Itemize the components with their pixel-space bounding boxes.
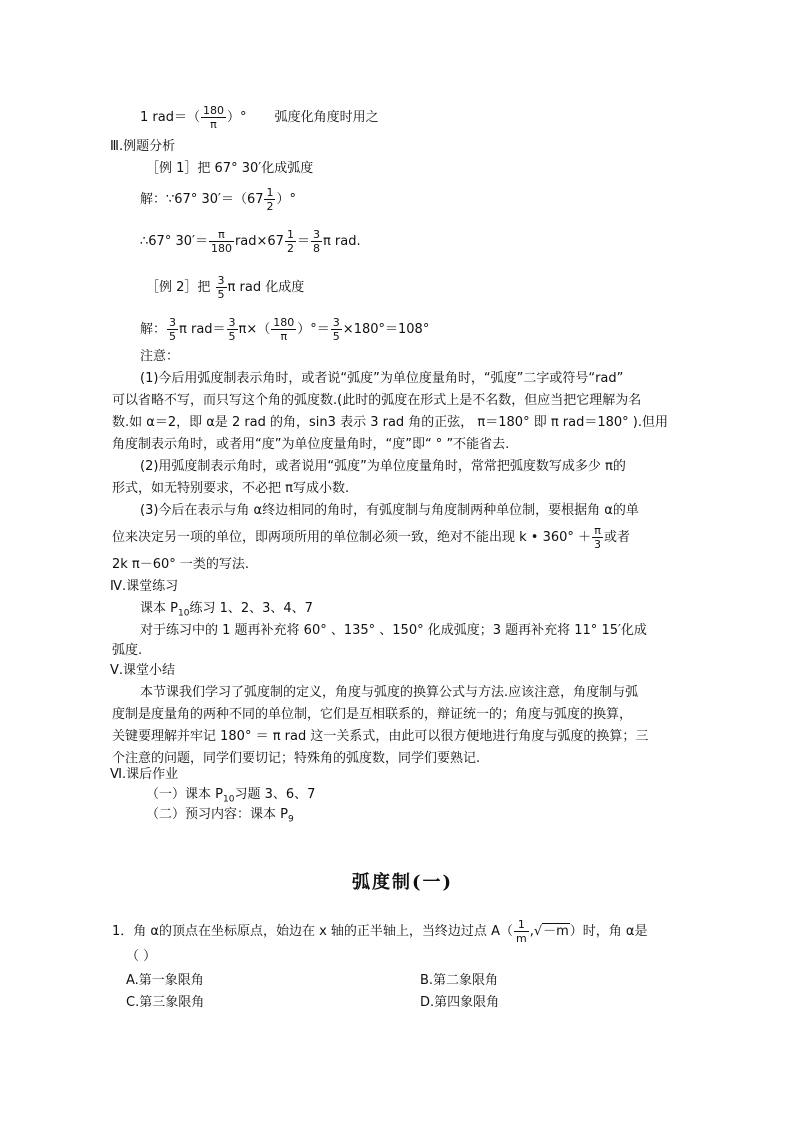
fraction (264, 186, 275, 213)
fraction (331, 316, 342, 343)
note-3-line-2 (112, 524, 630, 551)
numerator: 3 (312, 228, 320, 241)
denominator: π (210, 118, 217, 131)
text: rad×67 (234, 234, 284, 249)
note-heading: 注意： (140, 349, 180, 364)
section-heading-5: Ⅴ.课堂小结 (110, 663, 176, 678)
section-heading-3: Ⅲ.例题分析 (110, 139, 176, 154)
denominator: π (280, 330, 288, 343)
text: ［例 2］把 (146, 280, 211, 295)
note-1-line-2: 可以省略不写，而只写这个角的弧度数.(此时的弧度在形式上是不名数，但应当把它理解为名 (112, 393, 642, 408)
note-3-line-3: 2k π－60° 一类的写法. (112, 557, 250, 572)
denominator: 5 (217, 288, 225, 301)
text: 课本 P (140, 601, 178, 616)
text: 练习 1、2、3、4、7 (189, 601, 313, 616)
option-a: A.第一象限角 (126, 973, 204, 988)
text: , (529, 924, 534, 939)
fraction (592, 524, 603, 551)
summary-line-1: 本节课我们学习了弧度制的定义，角度与弧度的换算公式与方法.应该注意，角度制与弧 (140, 685, 639, 700)
radicand: －m (543, 924, 569, 939)
fraction (285, 228, 296, 255)
denominator: 180 (210, 242, 232, 255)
answer-paren: （ ） (126, 949, 157, 964)
text: ）时，角 α是 (569, 924, 648, 939)
text: ＝ (296, 234, 310, 249)
numerator: 1 (286, 228, 294, 241)
text: 位来决定另一项的单位，即两项所用的单位制必须一致，绝对不能出现 k • 360° ＋ (112, 530, 592, 545)
note-1-line-3: 数.如 α＝2，即 α是 2 rad 的角，sin3 表示 3 rad 角的正弦， π＝180° 即 π rad＝180° ).但用 (112, 415, 669, 430)
exercise-line-3: 弧度. (112, 643, 143, 658)
solution-1-line-2 (140, 228, 361, 255)
example-1: ［例 1］把 67° 30′化成弧度 (146, 161, 314, 176)
fraction (201, 104, 226, 131)
denominator: 2 (266, 200, 274, 213)
section-heading-4: Ⅳ.课堂练习 (110, 579, 179, 594)
subscript: 9 (287, 814, 294, 825)
section-heading-6: Ⅵ.课后作业 (110, 767, 179, 782)
fraction (227, 316, 238, 343)
numerator: 3 (332, 316, 340, 329)
fraction (271, 316, 296, 343)
fraction (209, 228, 234, 255)
summary-line-4: 个注意的问题，同学们要切记；特殊角的弧度数，同学们要熟记. (112, 751, 481, 766)
fraction (167, 316, 178, 343)
homework-2 (146, 806, 294, 829)
numerator: 1 (514, 918, 529, 932)
denominator: 2 (286, 242, 294, 255)
denominator: 3 (594, 538, 602, 551)
note-2-line-1: (2)用弧度制表示角时，或者说用“弧度”为单位度量角时，常常把弧度数写成多少 π的 (140, 459, 626, 474)
text: π rad. (322, 234, 361, 249)
text: ∴67° 30′＝ (140, 234, 208, 249)
formula-rad-to-degree (140, 104, 379, 131)
text: 解： (140, 322, 167, 337)
subscript: 10 (222, 794, 235, 805)
text: 1．角 α的顶点在坐标原点，始边在 x 轴的正半轴上，当终边过点 A（ (112, 924, 513, 939)
text: π×（ (238, 322, 271, 337)
numerator: 1 (266, 186, 274, 199)
example-2 (146, 274, 304, 301)
text: ×180°＝108° (342, 322, 430, 337)
fraction (514, 918, 529, 945)
exercise-line-1 (140, 600, 313, 623)
numerator: π (209, 228, 234, 242)
fraction (311, 228, 322, 255)
summary-line-2: 度制是度量角的两种不同的单位制，它们是互相联系的，辩证统一的；角度与弧度的换算， (112, 707, 633, 722)
text: π rad 化成度 (227, 280, 305, 295)
text: 或者 (604, 530, 631, 545)
option-d: D.第四象限角 (420, 995, 500, 1010)
solution-1-line-1 (140, 186, 296, 213)
text: （一）课本 P (146, 787, 223, 802)
text: 解：∵67° 30′＝（67 (140, 192, 264, 207)
numerator: π (592, 524, 603, 538)
question-1 (112, 918, 648, 945)
denominator: 5 (228, 330, 236, 343)
option-c: C.第三象限角 (126, 995, 205, 1010)
numerator: 180 (202, 104, 224, 117)
text: （二）预习内容：课本 P (146, 807, 288, 822)
note-1-line-4: 角度制表示角时，或者用“度”为单位度量角时，“度”即“ ° ”不能省去. (112, 437, 510, 452)
subscript: 10 (177, 608, 190, 619)
formula-note: 弧度化角度时用之 (274, 110, 379, 125)
numerator: 3 (169, 316, 177, 329)
text: π rad＝ (179, 322, 226, 337)
text: 1 rad＝（ (140, 110, 200, 125)
summary-line-3: 关键要理解并牢记 180° ＝ π rad 这一关系式，由此可以很方便地进行角度与弧度的换算；三 (112, 729, 649, 744)
exercise-line-2: 对于练习中的 1 题再补充将 60° 、135° 、150° 化成弧度；3 题再补充将 11° 15′化成 (140, 623, 647, 638)
denominator: 5 (332, 330, 340, 343)
note-1-line-1: (1)今后用弧度制表示角时，或者说“弧度”为单位度量角时，“弧度”二字或符号“rad” (140, 371, 624, 386)
denominator: 8 (312, 242, 320, 255)
option-b: B.第二象限角 (420, 973, 499, 988)
sqrt-sign: √ (533, 924, 543, 939)
denominator: 5 (169, 330, 177, 343)
fraction (216, 274, 227, 301)
section-title: 弧度制(一) (352, 872, 454, 893)
solution-2 (140, 316, 429, 343)
numerator: 3 (228, 316, 236, 329)
numerator: 180 (273, 316, 295, 329)
note-3-line-1: (3)今后在表示与角 α终边相同的角时，有弧度制与角度制两种单位制，要根据角 α的单 (140, 503, 639, 518)
text: ）° (276, 192, 296, 207)
text: 习题 3、6、7 (234, 787, 316, 802)
text: ）°＝ (297, 322, 330, 337)
text: ）° (226, 110, 247, 125)
numerator: 3 (217, 274, 225, 287)
note-2-line-2: 形式，如无特别要求，不必把 π写成小数. (112, 481, 350, 496)
denominator: m (515, 932, 527, 945)
